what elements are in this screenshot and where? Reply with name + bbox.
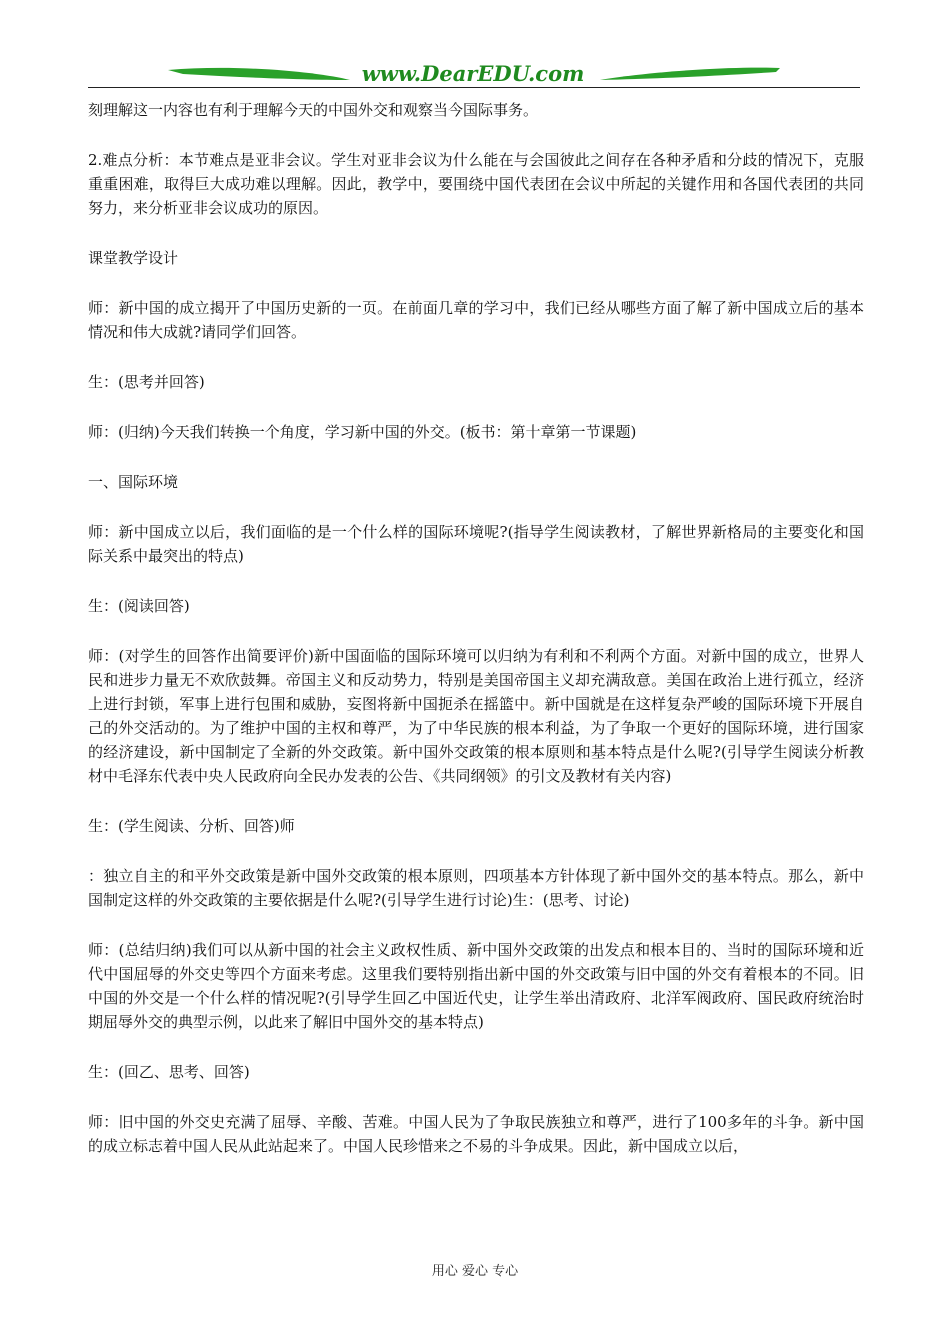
page-footer: 用心 爱心 专心	[431, 1264, 519, 1279]
paragraph: 生：(学生阅读、分析、回答)师	[88, 817, 295, 835]
paragraph: 师：(对学生的回答作出简要评价)新中国面临的国际环境可以归纳为有利和不利两个方面。对新中国的成立，世界人民和进步力量无不欢欣鼓舞。帝国主义和反动势力，特别是美国帝国主义却充满敌意。美国在政治上进行孤立，经济上进行封锁，军事上进行包围和威胁，妄图将新中国扼杀在摇篮中。新中国就是在这样复杂严峻的国际环境下开展自己的外交活动的。为了维护中国的主权和尊严，为了中华民族的根本利益，为了争取一个更好的国际环境，进行国家的经济建设，新中国制定了全新的外交政策。新中国外交政策的根本原则和基本特点是什么呢?(引导学生阅读分析教材中毛泽东代表中央人民政府向全民办发表的公告、《共同纲领》的引文及教材有关内容)	[88, 647, 864, 785]
section-heading: 课堂教学设计	[88, 249, 179, 267]
paragraph: 师：新中国成立以后，我们面临的是一个什么样的国际环境呢?(指导学生阅读教材，了解世界新格局的主要变化和国际关系中最突出的特点)	[88, 523, 864, 565]
paragraph: 师：(总结归纳)我们可以从新中国的社会主义政权性质、新中国外交政策的出发点和根本目的、当时的国际环境和近代中国屈辱的外交史等四个方面来考虑。这里我们要特别指出新中国的外交政策与旧中国的外交有着根本的不同。旧中国的外交是一个什么样的情况呢?(引导学生回乙中国近代史，让学生举出清政府、北洋军阀政府、国民政府统治时期屈辱外交的典型示例，以此来了解旧中国外交的基本特点)	[88, 941, 864, 1031]
paragraph: 生：(阅读回答)	[88, 597, 190, 615]
document-body	[88, 98, 864, 1158]
paragraph: 刻理解这一内容也有利于理解今天的中国外交和观察当今国际事务。	[88, 101, 539, 119]
paragraph: 师：(归纳)今天我们转换一个角度，学习新中国的外交。(板书：第十章第一节课题)	[88, 423, 637, 441]
left-swoosh	[168, 68, 350, 80]
paragraph: 生：(思考并回答)	[88, 373, 205, 391]
header-divider	[88, 87, 860, 88]
site-logo-text: www.DearEDU.com	[361, 61, 585, 86]
section-heading: 一、国际环境	[88, 473, 179, 491]
paragraph: 生：(回乙、思考、回答)	[88, 1063, 250, 1081]
paragraph: 师：新中国的成立揭开了中国历史新的一页。在前面几章的学习中，我们已经从哪些方面了解了新中国成立后的基本情况和伟大成就?请同学们回答。	[88, 299, 864, 341]
header-swoosh-graphic	[88, 58, 860, 90]
right-swoosh	[600, 68, 780, 80]
paragraph: 2.难点分析：本节难点是亚非会议。学生对亚非会议为什么能在与会国彼此之间存在各种矛盾和分歧的情况下，克服重重困难，取得巨大成功难以理解。因此，教学中，要围绕中国代表团在会议中所起的关键作用和各国代表团的共同努力，来分析亚非会议成功的原因。	[88, 151, 864, 217]
paragraph: 师：旧中国的外交史充满了屈辱、辛酸、苦难。中国人民为了争取民族独立和尊严，进行了100多年的斗争。新中国的成立标志着中国人民从此站起来了。中国人民珍惜来之不易的斗争成果。因此，新中国成立以后，	[88, 1113, 864, 1155]
paragraph: ：独立自主的和平外交政策是新中国外交政策的根本原则，四项基本方针体现了新中国外交的基本特点。那么，新中国制定这样的外交政策的主要依据是什么呢?(引导学生进行讨论)生：(思考、讨论)	[88, 867, 864, 909]
site-header-logo	[88, 58, 860, 90]
